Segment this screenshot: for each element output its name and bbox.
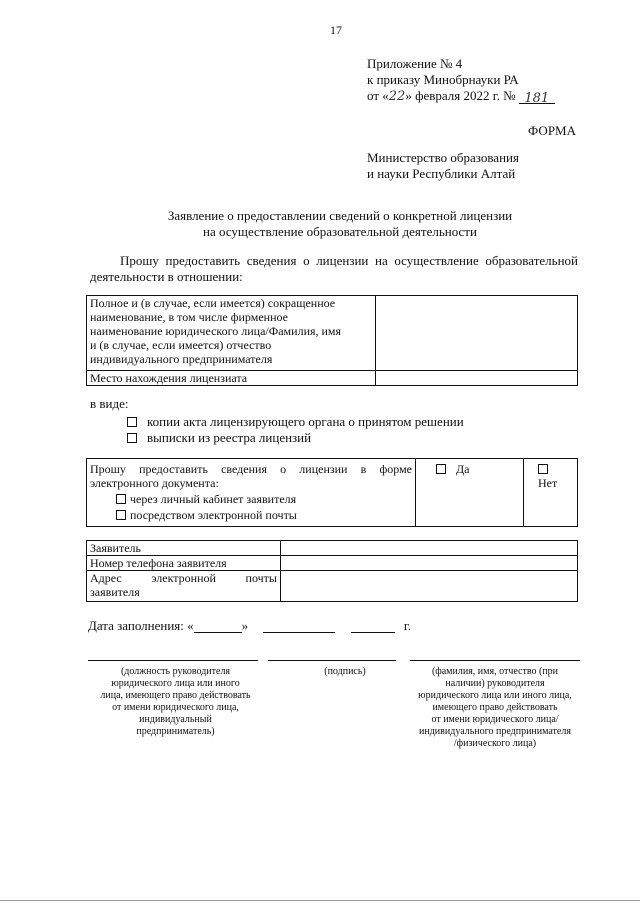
applicant-email-word: электронной (151, 571, 216, 585)
licensee-location-label: Место нахождения лицензиата (87, 371, 376, 386)
checkbox-icon[interactable] (116, 510, 126, 520)
page-number: 17 (330, 23, 342, 37)
electronic-option-email[interactable] (116, 508, 412, 522)
fill-date-year-field[interactable] (351, 619, 395, 633)
electronic-option-cabinet-label: через личный кабинет заявителя (130, 492, 297, 506)
annex-date-mid: » февраля 2022 г. № (405, 88, 516, 103)
position-caption-line: предприниматель) (136, 726, 215, 737)
form-kind-label: в виде: (90, 396, 129, 411)
position-caption (78, 666, 273, 738)
annex-date-prefix: от « (367, 88, 389, 103)
checkbox-icon[interactable] (127, 433, 137, 443)
electronic-yes-cell[interactable] (416, 459, 524, 527)
position-signature-line[interactable] (88, 660, 258, 661)
licensee-name-line: наименование, в том числе фирменное (90, 310, 288, 324)
title-line1: Заявление о предоставлении сведений о конкретной лицензии (167, 208, 513, 223)
name-caption-line: (фамилия, имя, отчество (при (431, 666, 559, 677)
form-kind-option[interactable] (127, 430, 547, 445)
applicant-email-row (87, 571, 578, 602)
checkbox-icon[interactable] (116, 494, 126, 504)
name-signature-line[interactable] (410, 660, 580, 661)
electronic-question (87, 459, 416, 527)
addressee-line1: Министерство образования (367, 150, 519, 165)
applicant-label: Заявитель (87, 541, 281, 556)
applicant-phone-label: Номер телефона заявителя (87, 556, 281, 571)
fill-date-prefix: Дата заполнения: « (88, 618, 194, 633)
licensee-location-row (87, 371, 578, 386)
licensee-location-value[interactable] (376, 371, 578, 386)
form-kind-option-label: выписки из реестра лицензий (147, 430, 312, 445)
electronic-no-label: Нет (538, 476, 558, 490)
electronic-yes-label: Да (456, 462, 470, 476)
name-caption-line: /физического лица) (453, 738, 537, 749)
name-caption-line: юридического лица или иного лица, (418, 690, 572, 701)
form-label: ФОРМА (528, 123, 576, 138)
intro-line1: Прошу предоставить сведения о лицензии на осуществление образовательной (120, 253, 578, 268)
position-caption-line: от имени юридического лица, (112, 702, 239, 713)
intro-line2: деятельности в отношении: (90, 269, 243, 284)
addressee-block (367, 150, 607, 181)
position-caption-line: индивидуальный (139, 714, 212, 725)
annex-date-day: 22 (388, 89, 406, 104)
applicant-value[interactable] (281, 541, 578, 556)
name-caption-line: наличии) руководителя (445, 678, 545, 689)
signature-caption: (подпись) (324, 666, 366, 677)
annex-date-line (367, 88, 627, 104)
applicant-email-label (87, 571, 281, 602)
fill-date-line (88, 618, 411, 633)
applicant-email-word: Адрес (90, 571, 122, 585)
name-caption-line: индивидуального предпринимателя (419, 726, 571, 737)
fill-date-mid: » (241, 618, 249, 633)
fill-date-suffix: г. (403, 618, 412, 633)
checkbox-icon[interactable] (127, 417, 137, 427)
licensee-table (86, 295, 578, 386)
licensee-name-value[interactable] (376, 296, 578, 371)
checkbox-icon[interactable] (436, 464, 446, 474)
position-caption-line: (должность руководителя (120, 666, 231, 677)
checkbox-icon[interactable] (538, 464, 548, 474)
licensee-name-line: Полное и (в случае, если имеется) сокращенное (90, 296, 336, 310)
annex-line1: Приложение № 4 (367, 56, 463, 71)
fill-date-month-field[interactable] (263, 619, 335, 633)
electronic-no-cell[interactable] (524, 459, 578, 527)
position-caption-line: юридического лица или иного (111, 678, 240, 689)
fill-date-day-field[interactable] (194, 619, 242, 633)
applicant-phone-value[interactable] (281, 556, 578, 571)
electronic-question-line2: электронного документа: (90, 476, 219, 490)
applicant-email-word: почты (245, 571, 277, 585)
intro-paragraph (90, 253, 578, 284)
annex-order-field (519, 90, 555, 104)
annex-line2: к приказу Минобрнауки РА (367, 72, 519, 87)
title-line2: на осуществление образовательной деятельности (203, 224, 477, 239)
licensee-name-row (87, 296, 578, 371)
electronic-option-email-label: посредством электронной почты (130, 508, 297, 522)
name-caption-line: от имени юридического лица/ (431, 714, 559, 725)
scan-bottom-edge (0, 900, 640, 901)
electronic-option-cabinet[interactable] (116, 492, 412, 506)
licensee-name-line: индивидуального предпринимателя (90, 352, 273, 366)
applicant-email-line1 (90, 571, 277, 585)
electronic-row (87, 459, 578, 527)
annex-order-no: 181 (524, 91, 550, 106)
name-caption (400, 666, 590, 750)
licensee-name-line: и (в случае, если имеется) отчество (90, 338, 272, 352)
form-kind-options (127, 414, 547, 445)
position-caption-line: лица, имеющего право действовать (100, 690, 251, 701)
applicant-email-value[interactable] (281, 571, 578, 602)
licensee-name-label (87, 296, 376, 371)
electronic-table (86, 458, 578, 527)
signature-line[interactable] (268, 660, 396, 661)
applicant-table (86, 540, 578, 602)
annex-block (367, 56, 627, 104)
applicant-email-word: заявителя (90, 585, 140, 599)
applicant-phone-row (87, 556, 578, 571)
applicant-row (87, 541, 578, 556)
electronic-question-line1: Прошу предоставить сведения о лицензии в форме (90, 462, 412, 476)
document-title (130, 208, 550, 239)
addressee-line2: и науки Республики Алтай (367, 166, 516, 181)
form-kind-option[interactable] (127, 414, 547, 429)
form-kind-option-label: копии акта лицензирующего органа о принятом решении (147, 414, 464, 429)
licensee-name-line: наименование юридического лица/Фамилия, имя (90, 324, 342, 338)
name-caption-line: имеющего право действовать (432, 702, 558, 713)
